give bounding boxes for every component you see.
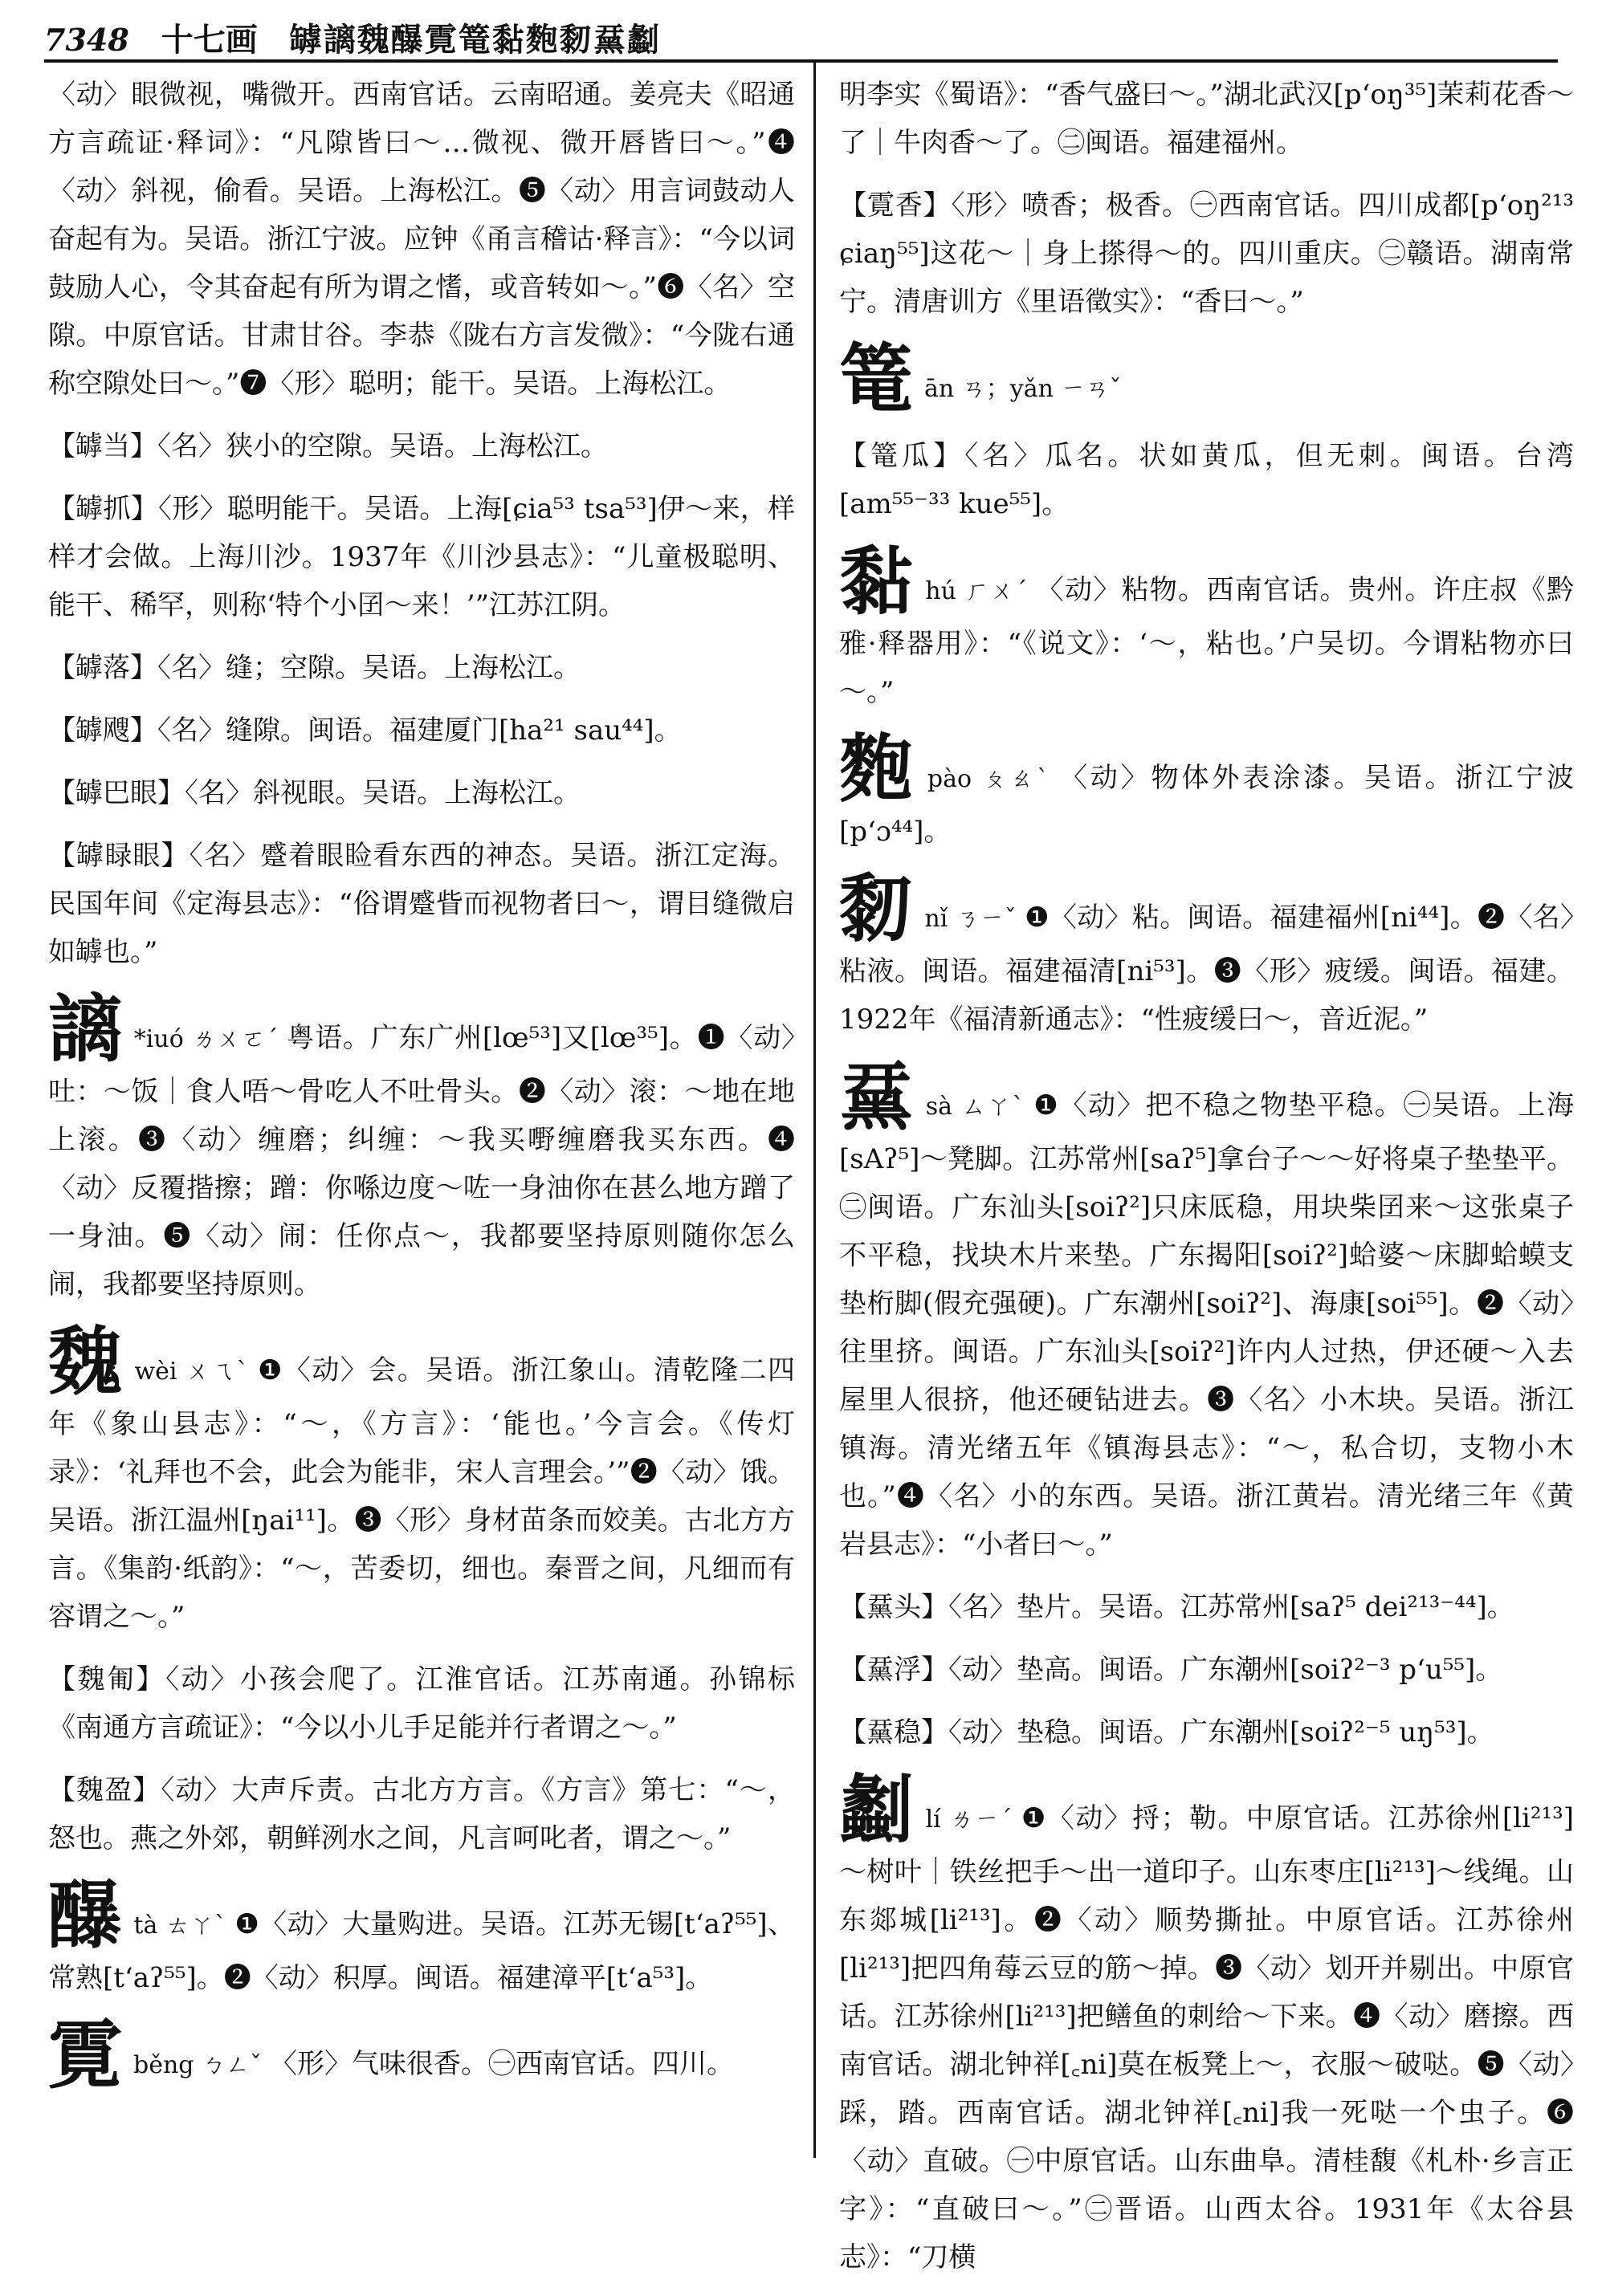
headword-pronunciation: sà ㄙㄚˋ	[925, 1093, 1026, 1121]
headword-character: 䵑	[839, 865, 914, 952]
entry-text: 〈动〉眼微视，嘴微开。西南官话。云南昭通。姜亮夫《昭通方言疏证·释词》：“凡隙皆曰～…微视、微开唇皆曰～。”❹〈动〉斜视，偷看。吴语。上海松江。❺〈动〉用言词鼓动人奋起有为。吴语。浙江宁波。应钟《甬言稽诂·释言》：“今以词鼓励人心，令其奋起有所为谓之愭，或音转如～。”❻〈名〉空隙。中原官话。甘肃甘谷。李恭《陇右方言发微》：“今陇右通称空隙处曰～。”❼〈形〉聪明；能干。吴语。上海松江。	[48, 79, 795, 400]
headword-entry	[48, 2012, 795, 2099]
headword-character: 䨘	[48, 2012, 123, 2099]
headword-character: 麭	[839, 726, 916, 812]
headword-entry	[839, 1053, 1574, 1569]
compound-entry	[48, 1655, 795, 1752]
continued-entry	[48, 71, 795, 408]
headword-entry	[839, 865, 1574, 1044]
headword-character: 黏	[839, 538, 915, 625]
headword-character: 劙	[839, 1766, 915, 1853]
right-column	[839, 71, 1574, 2296]
headword-pronunciation: hú ㄏㄨˊ	[925, 577, 1029, 605]
entry-text: 粤语。广东广州[lœ⁵³]又[lœ³⁵]。❶〈动〉吐：～饭｜食人唔～骨吃人不吐骨头。❷〈动〉滚：～地在地上滚。❸〈动〉缠磨；纠缠：～我买嘢缠磨我买东西。❹〈动〉反覆揩擦；蹭：你喺边度～咗一身油你在甚么地方蹭了一身油。❺〈动〉闹：任你点～，我都要坚持原则随你怎么闹，我都要坚持原则。	[48, 1022, 795, 1301]
entry-text: 【魏盈】〈动〉大声斥责。古北方方言。《方言》第七：“～，怒也。燕之外郊，朝鲜洌水之间，凡言呵叱者，谓之～。”	[48, 1774, 795, 1854]
stroke-section: 十七画	[161, 21, 258, 59]
headword-entry	[839, 538, 1574, 716]
entry-text: 〈动〉物体外表涂漆。吴语。浙江宁波[p‘ɔ⁴⁴]。	[839, 762, 1575, 848]
entry-text: 【䵤稳】〈动〉垫稳。闽语。广东潮州[soiʔ²⁻⁵ uŋ⁵³]。	[839, 1716, 1494, 1748]
entry-text: 【罅抓】〈形〉聪明能干。吴语。上海[ɕia⁵³ tsa⁵³]伊～来，样样才会做。上海川沙。1937年《川沙县志》：“儿童极聪明、能干、稀罕，则称‘特个小囝～来！’”江苏江阴。	[48, 493, 795, 621]
headword-entry	[48, 1872, 795, 2002]
entry-text: 〈形〉气味很香。㊀西南官话。四川。	[270, 2048, 735, 2080]
headword-pronunciation: lí ㄌㄧˊ	[925, 1805, 1013, 1834]
entry-text: 【䵤头】〈名〉垫片。吴语。江苏常州[saʔ⁵ dei²¹³⁻⁴⁴]。	[839, 1591, 1514, 1623]
compound-entry	[48, 706, 795, 755]
headword-pronunciation: nǐ ㄋㄧˇ	[924, 905, 1017, 933]
headword-character: 魏	[48, 1318, 124, 1405]
headword-pronunciation: pào ㄆㄠˋ	[927, 765, 1053, 793]
headword-pronunciation: *iuó ㄌㄨㄛˊ	[133, 1025, 279, 1053]
header-characters: 罅謧魏䤖䨘篭黏麭䵑䵤劙	[289, 21, 661, 59]
headword-entry	[48, 986, 795, 1309]
headword-pronunciation: ān ㄢ；yǎn ㄧㄢˇ	[924, 375, 1122, 403]
entry-text: 【罅巴眼】〈名〉斜视眼。吴语。上海松江。	[48, 777, 581, 809]
compound-entry	[48, 1766, 795, 1862]
entry-text: 【魏匍】〈动〉小孩会爬了。江淮官话。江苏南通。孙锦标《南通方言疏证》：“今以小儿手足能并行者谓之～。”	[48, 1663, 795, 1744]
entry-text: 〈动〉粘物。西南官话。贵州。许庄叔《黔雅·释器用》：“《说文》：‘～，粘也。’户吴切。今谓粘物亦曰～。”	[839, 574, 1574, 708]
headword-entry	[839, 726, 1575, 856]
headword-pronunciation: tà ㄊㄚˋ	[133, 1911, 227, 1940]
entry-text: 【罅睩眼】〈名〉蹙着眼睑看东西的神态。吴语。浙江定海。民国年间《定海县志》：“俗谓蹙眥而视物者曰～，谓目缝微启如罅也。”	[48, 840, 795, 968]
column-divider	[813, 63, 816, 2158]
compound-entry	[48, 422, 795, 470]
entry-text: 【䨘香】〈形〉喷香；极香。㊀西南官话。四川成都[p‘oŋ²¹³ ɕiaŋ⁵⁵]这花～｜身上搽得～的。四川重庆。㊁赣语。湖南常宁。清唐训方《里语徵实》：“香曰～。”	[839, 189, 1574, 318]
headword-entry	[839, 1766, 1574, 2282]
headword-character: 䵤	[839, 1053, 915, 1140]
entry-text: ❶〈动〉会。吴语。浙江象山。清乾隆二四年《象山县志》：“～，《方言》：‘能也。’今言会。《传灯录》：‘礼拜也不会，此会为能非，宋人言理会。’”❷〈动〉饿。吴语。浙江温州[ŋai¹¹]。❸〈形〉身材苗条而姣美。古北方方言。《集韵·纸韵》：“～，苦委切，细也。秦晋之间，凡细而有容谓之～。”	[48, 1354, 795, 1633]
entry-text: ❶〈动〉把不稳之物垫平稳。㊀吴语。上海[sAʔ⁵]～凳脚。江苏常州[saʔ⁵]拿台子～～好将桌子垫垫平。㊁闽语。广东汕头[soiʔ²]只床厎稳，用块柴囝来～这张桌子不平稳，找块木片来垫。广东揭阳[soiʔ²]蛤婆～床脚蛤蟆支垫桁脚(假充强硬)。广东潮州[soiʔ²]、海康[soi⁵⁵]。❷〈动〉往里挤。闽语。广东汕头[soiʔ²]许内人过热，伊还硬～入去屋里人很挤，他还硬钻进去。❸〈名〉小木块。吴语。浙江镇海。清光绪五年《镇海县志》：“～，私合切，支物小木也。”❹〈名〉小的东西。吴语。浙江黄岩。清光绪三年《黄岩县志》：“小者曰～。”	[839, 1089, 1574, 1561]
page-header	[44, 14, 1558, 63]
entry-text: 【䵤浮】〈动〉垫高。闽语。广东潮州[soiʔ²⁻³ p‘u⁵⁵]。	[839, 1654, 1503, 1686]
compound-entry	[839, 181, 1574, 326]
page-number: 7348	[44, 22, 129, 58]
compound-entry	[839, 1583, 1574, 1631]
entry-text: ❶〈动〉捋；勒。中原官话。江苏徐州[li²¹³]～树叶｜铁丝把手～出一道印子。山东枣庄[li²¹³]～线绳。山东郯城[li²¹³]。❷〈动〉顺势撕扯。中原官话。江苏徐州[li²¹³]把四角莓云豆的筋～掉。❸〈动〉划开并剔出。中原官话。江苏徐州[li²¹³]把鳝鱼的刺给～下来。❹〈动〉磨擦。西南官话。湖北钟祥[꜀ni]莫在板凳上～，衣服～破哒。❺〈动〉踩，踏。西南官话。湖北钟祥[꜀ni]我一死哒一个虫子。❻〈动〉直破。㊀中原官话。山东曲阜。清桂馥《札朴·乡言正字》：“直破曰～。”㊁晋语。山西太谷。1931年《太谷县志》：“刀横	[839, 1802, 1574, 2274]
compound-entry	[839, 432, 1574, 528]
entry-text: 【罅飕】〈名〉缝隙。闽语。福建厦门[ha²¹ sau⁴⁴]。	[48, 714, 682, 747]
headword-character: 䤖	[48, 1872, 123, 1959]
entry-text: ❶〈动〉粘。闽语。福建福州[ni⁴⁴]。❷〈名〉粘液。闽语。福建福清[ni⁵³]。❸〈形〉疲缓。闽语。福建。1922年《福清新通志》：“性疲缓曰～，音近泥。”	[839, 902, 1574, 1036]
compound-entry	[839, 1708, 1574, 1757]
entry-text: 【篭瓜】〈名〉瓜名。状如黄瓜，但无刺。闽语。台湾[am⁵⁵⁻³³ kue⁵⁵]。	[839, 440, 1574, 520]
left-column	[48, 71, 795, 2108]
continued-entry	[839, 71, 1574, 167]
entry-text: 【罅落】〈名〉缝；空隙。吴语。上海松江。	[48, 652, 581, 684]
headword-entry	[48, 1318, 795, 1641]
compound-entry	[48, 644, 795, 692]
headword-character: 篭	[839, 336, 914, 422]
compound-entry	[839, 1646, 1574, 1694]
compound-entry	[48, 485, 795, 629]
compound-entry	[48, 832, 795, 976]
entry-text: ❶〈动〉大量购进。吴语。江苏无锡[t‘aʔ⁵⁵]、常熟[t‘aʔ⁵⁵]。❷〈动〉积厚。闽语。福建漳平[t‘a⁵³]。	[48, 1908, 795, 1994]
headword-entry	[839, 336, 1574, 422]
compound-entry	[48, 769, 795, 817]
headword-pronunciation: běng ㄅㄥˇ	[133, 2051, 263, 2079]
entry-text: 【罅当】〈名〉狭小的空隙。吴语。上海松江。	[48, 430, 608, 462]
entry-text: 明李实《蜀语》：“香气盛曰～。”湖北武汉[p‘oŋ³⁵]茉莉花香～了｜牛肉香～了。㊁闽语。福建福州。	[839, 79, 1574, 159]
headword-pronunciation: wèi ㄨㄟˋ	[134, 1358, 250, 1386]
headword-character: 謧	[48, 986, 123, 1073]
